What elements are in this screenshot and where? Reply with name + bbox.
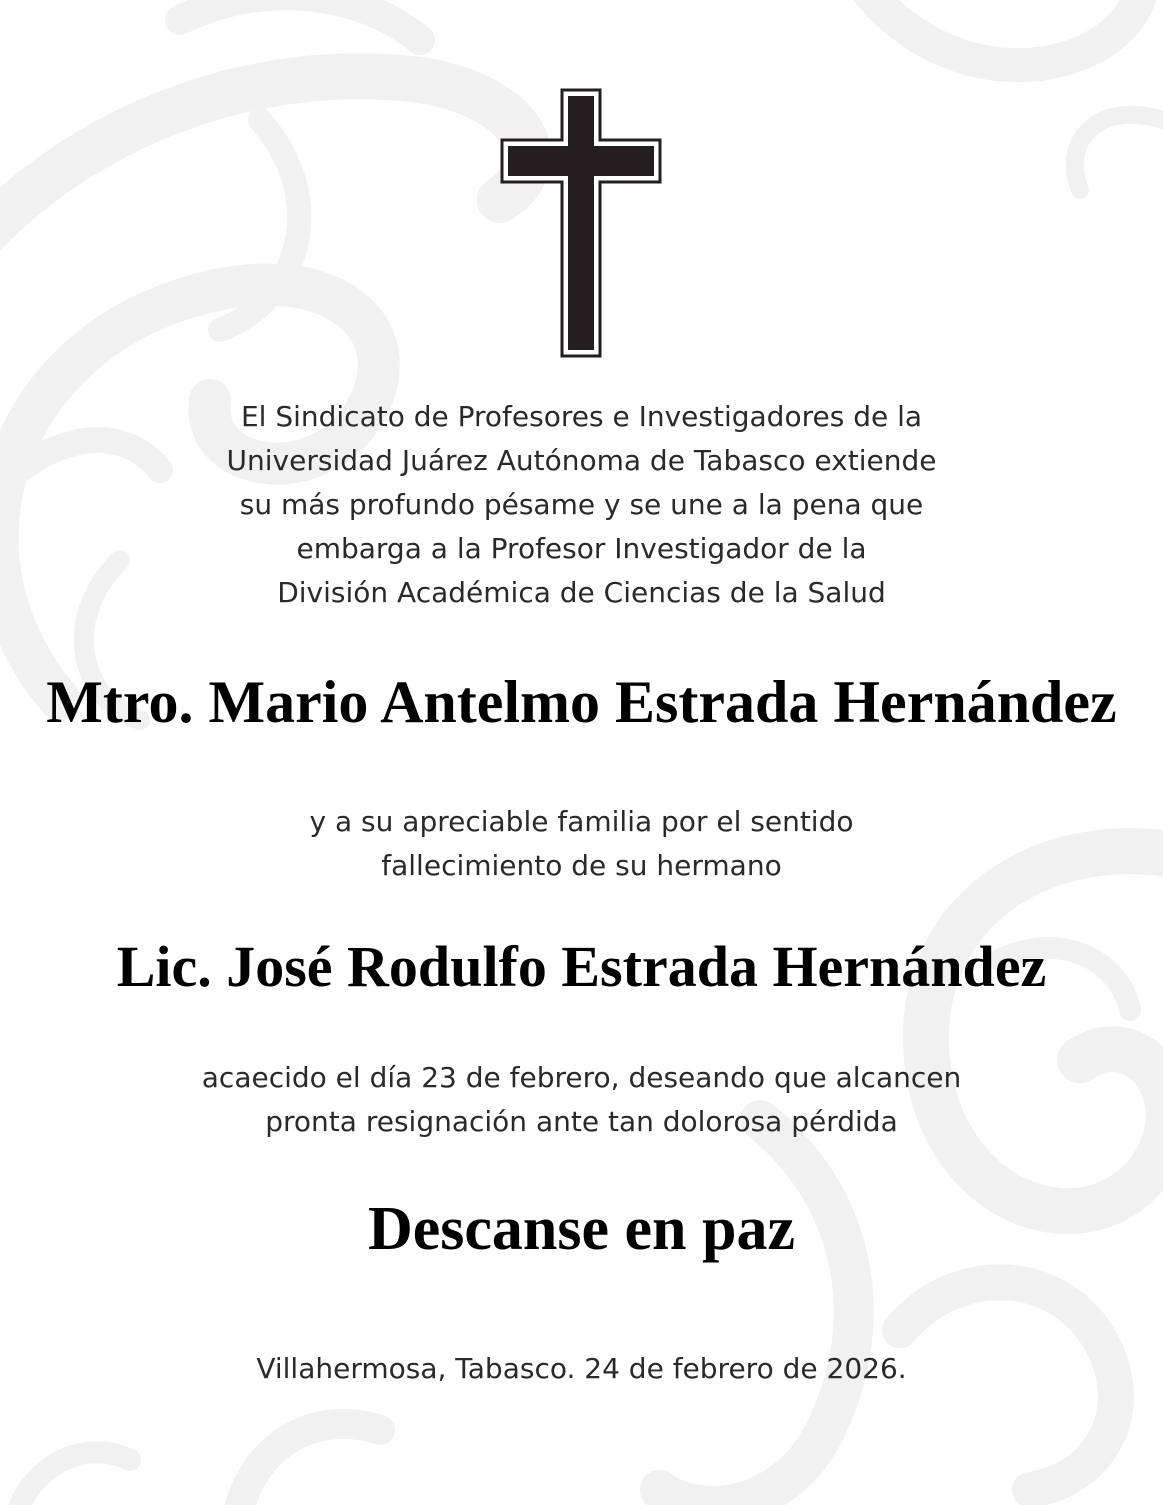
family-paragraph xyxy=(0,800,1163,888)
family-line: fallecimiento de su hermano xyxy=(381,849,782,882)
intro-line: División Académica de Ciencias de la Salud xyxy=(277,576,886,609)
passing-line: acaecido el día 23 de febrero, deseando que alcancen xyxy=(201,1061,962,1094)
deceased-name: Lic. José Rodulfo Estrada Hernández xyxy=(116,934,1047,999)
place-date xyxy=(0,1347,1163,1391)
intro-line: su más profundo pésame y se une a la pena que xyxy=(239,488,924,521)
honoree-name: Mtro. Mario Antelmo Estrada Hernández xyxy=(46,669,1117,735)
closing-phrase: Descanse en paz xyxy=(367,1195,796,1263)
intro-line: embarga a la Profesor Investigador de la xyxy=(296,532,867,565)
latin-cross-icon xyxy=(500,88,662,358)
place-date-text: Villahermosa, Tabasco. 24 de febrero de 2026. xyxy=(256,1352,907,1385)
passing-line: pronta resignación ante tan dolorosa pérdida xyxy=(265,1105,898,1138)
intro-line: El Sindicato de Profesores e Investigadores de la xyxy=(240,400,923,433)
passing-paragraph xyxy=(0,1056,1163,1144)
intro-line: Universidad Juárez Autónoma de Tabasco extiende xyxy=(226,444,937,477)
intro-paragraph xyxy=(0,395,1163,615)
family-line: y a su apreciable familia por el sentido xyxy=(309,805,854,838)
